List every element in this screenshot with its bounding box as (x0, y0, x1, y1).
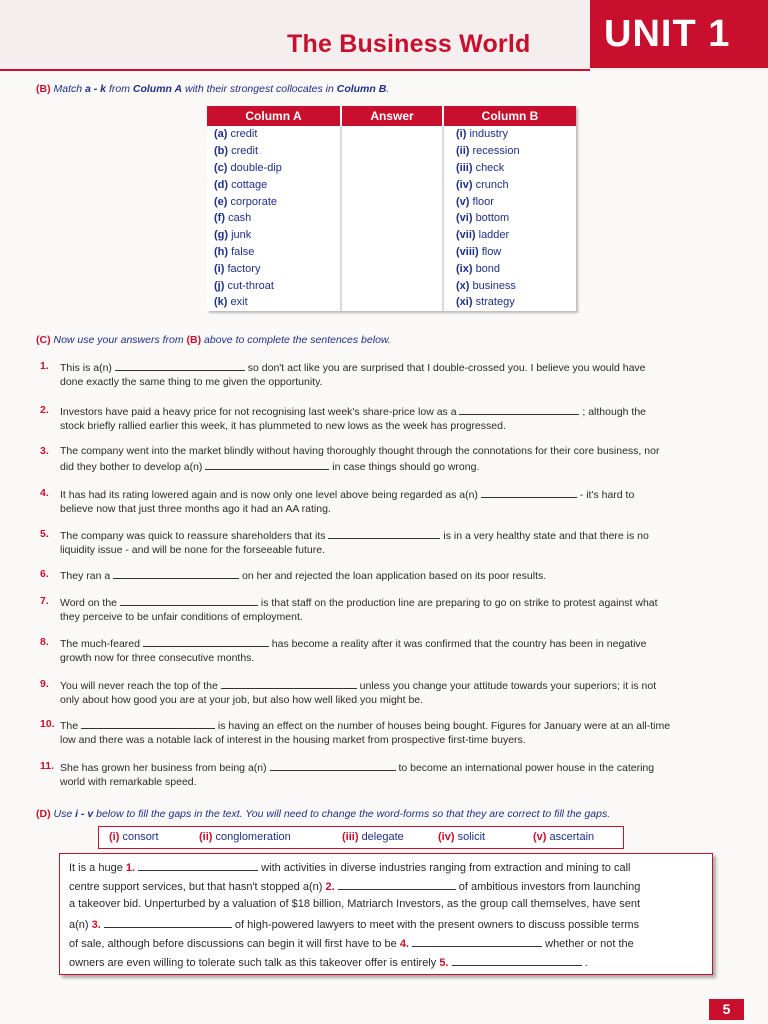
word-bank-item: (ii) conglomeration (199, 831, 291, 843)
answer-cell[interactable] (341, 260, 443, 277)
answer-gap[interactable] (113, 568, 239, 579)
column-b-cell: (vi) bottom (456, 212, 510, 225)
gap-1[interactable] (138, 860, 258, 871)
column-a-cell: (g) junk (207, 227, 341, 244)
sentence-item: 10. The is having an effect on the number of houses being bought. Figures for January were at an all-time low and there was a notable lack of interest in the housing market from prospective first-time buyers. (40, 718, 671, 746)
page-title: The Business World (287, 30, 531, 58)
sentence-item: 3. The company went into the market blindly without having thoroughly thought through the connotations for their core business, nor did they bother to develop a(n) in case things should go wrong. (40, 445, 660, 473)
column-a-cell: (k) exit (207, 294, 341, 311)
cloze-line: It is a huge 1. with activities in diverse industries ranging from extraction and mining to call (69, 862, 631, 874)
sentence-item: 11. She has grown her business from being a(n) to become an international power house in the catering world with remarkable speed. (40, 760, 655, 788)
column-a-cell: (f) cash (207, 210, 341, 227)
column-a-header: Column A (207, 106, 341, 126)
answer-gap[interactable] (481, 487, 577, 498)
answer-cell[interactable] (341, 294, 443, 311)
answer-gap[interactable] (459, 404, 579, 415)
word-bank-item: (i) consort (109, 831, 159, 843)
answer-cell[interactable] (341, 227, 443, 244)
sentence-item: 6. They ran a on her and rejected the loan application based on its poor results. (40, 568, 547, 582)
unit-label: UNIT 1 (604, 13, 731, 55)
answer-gap[interactable] (270, 760, 396, 771)
column-b-cell: (iv) crunch (456, 178, 509, 191)
answer-gap[interactable] (205, 459, 329, 470)
column-b-cell: (xi) strategy (456, 296, 515, 309)
answer-header: Answer (341, 106, 443, 126)
column-b-cell: (ix) bond (456, 262, 501, 275)
sentence-number: 1. (40, 360, 49, 372)
answer-gap[interactable] (81, 718, 215, 729)
cloze-text-box (59, 853, 713, 975)
sentence-number: 2. (40, 404, 49, 416)
answer-gap[interactable] (115, 360, 245, 371)
column-b-cell: (iii) check (456, 161, 505, 174)
answer-gap[interactable] (328, 528, 440, 539)
table-row (207, 143, 576, 160)
matching-table (207, 106, 576, 311)
section-d-instruction: (D) Use i - v below to fill the gaps in the text. You will need to change the word-forms so that they are correct to fill the gaps. (36, 808, 611, 820)
table-row (207, 260, 576, 277)
sentence-item: 8. The much-feared has become a reality after it was confirmed that the country has been in negative growth now for three consecutive months. (40, 636, 647, 664)
answer-cell[interactable] (341, 193, 443, 210)
cloze-line: owners are even willing to tolerate such talk as this takeover offer is entirely 5. . (69, 957, 588, 969)
sentence-item: 2. Investors have paid a heavy price for not recognising last week's share-price low as a ; although the stock briefly rallied earlier this week, it has plummeted to new lows as the week has progressed. (40, 404, 647, 432)
column-b-cell: (vii) ladder (456, 229, 510, 242)
page-number: 5 (709, 999, 744, 1020)
sentence-item: 4. It has had its rating lowered again and is now only one level above being regarded as a(n) - it's hard to believe now that just three months ago it had an AA rating. (40, 487, 635, 515)
word-bank-item: (iv) solicit (438, 831, 486, 843)
column-b-cell: (i) industry (456, 128, 508, 141)
answer-gap[interactable] (221, 678, 357, 689)
sentence-item: 7. Word on the is that staff on the production line are preparing to go on strike to protest against what they perceive to be unfair conditions of employment. (40, 595, 658, 623)
column-b-cell: (viii) flow (456, 245, 502, 258)
table-row (207, 227, 576, 244)
column-b-cell: (x) business (456, 279, 516, 292)
answer-gap[interactable] (143, 636, 269, 647)
sentence-number: 7. (40, 595, 49, 607)
table-row (207, 244, 576, 261)
column-b-cell: (ii) recession (456, 145, 520, 158)
sentence-number: 10. (40, 718, 55, 730)
word-bank-item: (iii) delegate (342, 831, 404, 843)
answer-gap[interactable] (120, 595, 258, 606)
sentence-number: 6. (40, 568, 49, 580)
sentence-number: 9. (40, 678, 49, 690)
section-c-instruction: (C) Now use your answers from (B) above to complete the sentences below. (36, 334, 391, 346)
column-b-header: Column B (443, 106, 576, 126)
column-a-cell: (j) cut-throat (207, 277, 341, 294)
column-a-cell: (i) factory (207, 260, 341, 277)
gap-4[interactable] (412, 936, 542, 947)
column-a-cell: (d) cottage (207, 176, 341, 193)
sentence-number: 4. (40, 487, 49, 499)
table-row (207, 210, 576, 227)
gap-2[interactable] (338, 879, 456, 890)
table-row (207, 277, 576, 294)
word-bank (98, 826, 624, 849)
cloze-line: of sale, although before discussions can begin it will first have to be 4. whether or not the (69, 938, 634, 950)
sentence-item: 9. You will never reach the top of the unless you change your attitude towards your superiors; it is not only about how good you are at your job, but also how well liked you might be. (40, 678, 657, 706)
column-a-cell: (c) double-dip (207, 160, 341, 177)
sentence-item: 1. This is a(n) so don't act like you are surprised that I double-crossed you. I believe you would have done exactly the same thing to me given the opportunity. (40, 360, 646, 388)
cloze-line: centre support services, but that hasn't stopped a(n) 2. of ambitious investors from launching (69, 881, 641, 893)
header-rule (0, 69, 590, 71)
column-b-cell: (v) floor (456, 195, 494, 208)
cloze-line: a takeover bid. Unperturbed by a valuation of $18 billion, Matriarch Investors, as the group call themselves, have sent (69, 898, 641, 910)
cloze-line: a(n) 3. of high-powered lawyers to meet with the present owners to discuss possible terms (69, 919, 640, 931)
answer-cell[interactable] (341, 160, 443, 177)
answer-cell[interactable] (341, 126, 443, 143)
sentence-item: 5. The company was quick to reassure shareholders that its is in a very healthy state and that there is no liquidity issue - and will be none for the forseeable future. (40, 528, 649, 556)
answer-cell[interactable] (341, 210, 443, 227)
table-row (207, 160, 576, 177)
section-b-instruction: (B) Match a - k from Column A with their strongest collocates in Column B. (36, 83, 390, 95)
column-a-cell: (h) false (207, 244, 341, 261)
answer-cell[interactable] (341, 176, 443, 193)
answer-cell[interactable] (341, 143, 443, 160)
column-a-cell: (a) credit (207, 126, 341, 143)
answer-cell[interactable] (341, 244, 443, 261)
sentence-number: 8. (40, 636, 49, 648)
column-a-cell: (e) corporate (207, 193, 341, 210)
table-row (207, 193, 576, 210)
table-row (207, 126, 576, 143)
sentence-number: 5. (40, 528, 49, 540)
table-row (207, 294, 576, 311)
sentence-number: 11. (40, 760, 55, 772)
answer-cell[interactable] (341, 277, 443, 294)
word-bank-item: (v) ascertain (533, 831, 595, 843)
table-row (207, 176, 576, 193)
sentence-number: 3. (40, 445, 49, 457)
column-a-cell: (b) credit (207, 143, 341, 160)
gap-3[interactable] (104, 917, 232, 928)
gap-5[interactable] (452, 955, 582, 966)
